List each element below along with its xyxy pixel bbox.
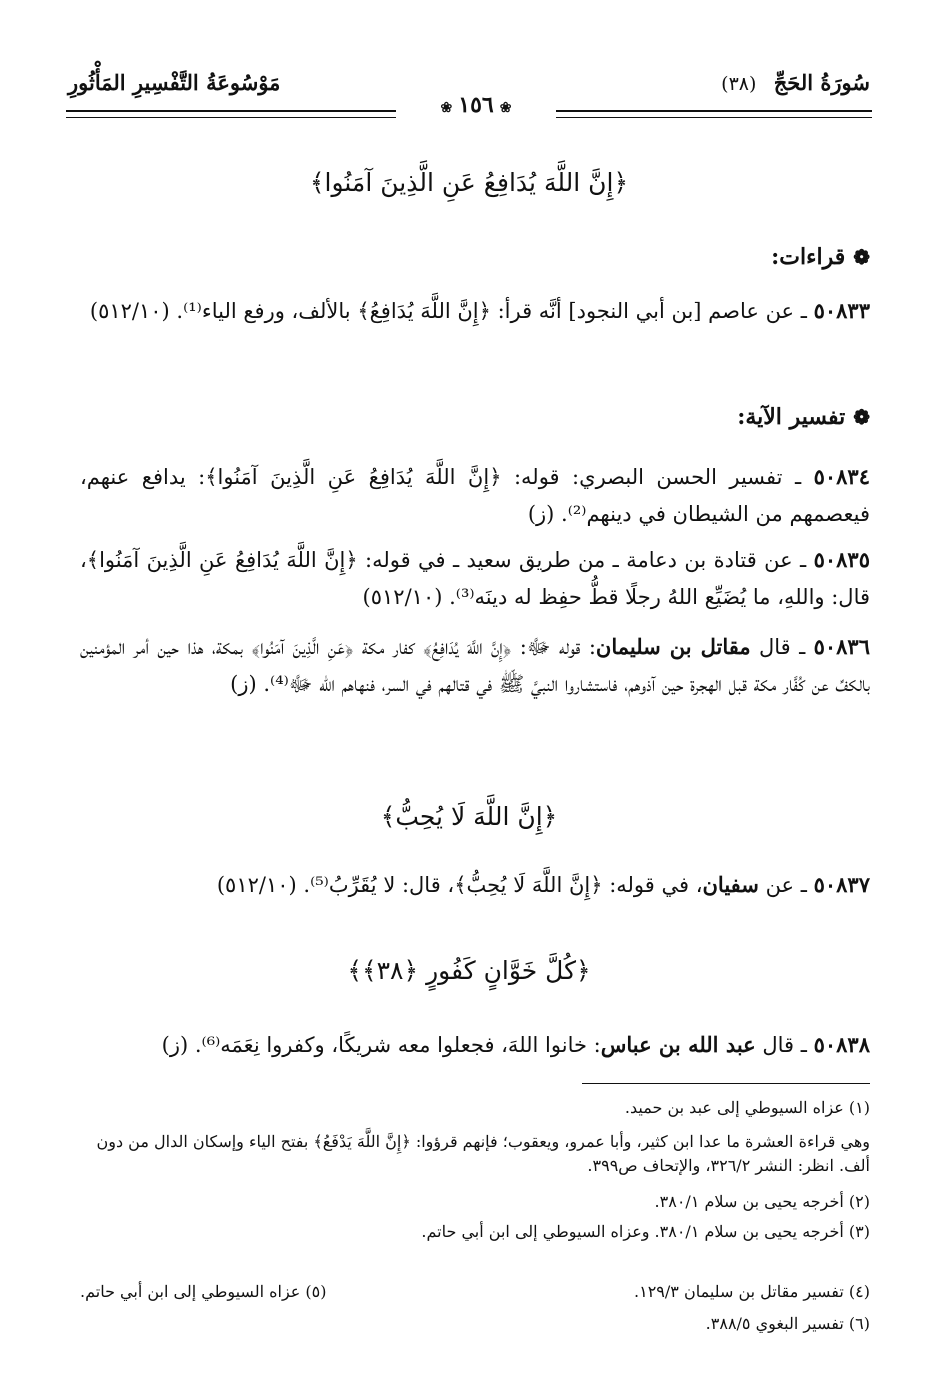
verse-heading: ﴿إِنَّ اللَّهَ لَا يُحِبُّ﴾ [380,802,558,831]
narration-prefix: ـ قال [750,635,814,659]
narrator-name: سفيان [702,872,759,897]
narration-paragraph [80,292,870,330]
book-title: مَوْسُوعَةُ التَّفْسِيرِ المَأْثُورِ [68,70,281,95]
narration-number: ٥٠٨٣٨ [813,1032,870,1057]
narration-prefix: ـ قال [755,1033,814,1057]
narration-paragraph [80,541,870,616]
narration-number: ٥٠٨٣٧ [813,872,870,897]
section-heading-label: تفسير الآية: [737,404,846,430]
page-number-box [396,92,556,118]
footnote: (٥) عزاه السيوطي إلى ابن أبي حاتم. [80,1282,327,1301]
narration-number: ٥٠٨٣٤ [813,464,870,489]
verse-heading: ﴿إِنَّ اللَّهَ يُدَافِعُ عَنِ الَّذِينَ آمَنُوا﴾ [309,168,629,197]
footnote-continuation: وهي قراءة العشرة ما عدا ابن كثير، وأبا عمرو، ويعقوب؛ فإنهم قرؤوا: ﴿إِنَّ اللَّهَ يَدْفَعُ﴾ بفتح الياء وإسكان الدال من دون ألف. انظر: النشر ٣٢٦/٢، والإتحاف ص٣٩٩. [96,1132,870,1175]
narration-paragraph [80,1026,870,1064]
footnote: (٣) أخرجه يحيى بن سلام ٣٨٠/١. وعزاه السيوطي إلى ابن أبي حاتم. [421,1222,870,1241]
narration-prefix: ـ عن [758,873,814,897]
narration-number: ٥٠٨٣٣ [813,298,870,323]
section-heading-tafsir [737,404,870,430]
narration-paragraph [80,458,870,533]
narration-text: ـ تفسير الحسن البصري: قوله: ﴿إِنَّ اللَّهَ يُدَافِعُ عَنِ الَّذِينَ آمَنُوا﴾: يدافع عنهم، فيعصمهم من الشيطان في دينهم⁽²⁾. (ز) [80,465,870,526]
narration-paragraph [80,866,870,904]
narrator-name: عبد الله بن عباس [600,1032,756,1057]
narration-number: ٥٠٨٣٦ [813,634,870,659]
narration-text: ـ عن عاصم [بن أبي النجود] أنَّه قرأ: ﴿إِنَّ اللَّهَ يُدَافِعُ﴾ بالألف، ورفع الياء⁽¹⁾. (٥١٢/١٠) [89,299,814,323]
section-heading-label: قراءات: [771,244,846,270]
footnote: (٦) تفسير البغوي ٣٨٨/٥. [705,1314,870,1333]
surah-title: سُورَةُ الحَجِّ [773,70,870,95]
running-header-surah [721,70,870,95]
ornament-icon: ❀ [499,100,512,116]
narration-paragraph [80,628,870,703]
footnote: (٤) تفسير مقاتل بن سليمان ١٢٩/٣. [634,1282,870,1301]
narration-text: ـ عن قتادة بن دعامة ـ من طريق سعيد ـ في قوله: ﴿إِنَّ اللَّهَ يُدَافِعُ عَنِ الَّذِينَ آمَنُوا﴾، قال: واللهِ، ما يُضَيِّع اللهُ رجلًا قطُّ حفِظ له دينَه⁽³⁾. (٥١٢/١٠) [80,548,870,609]
footnote: (٢) أخرجه يحيى بن سلام ٣٨٠/١. [654,1192,870,1211]
page-number: ١٥٦ [458,92,494,118]
footnote-separator [582,1083,870,1084]
verse-heading: ﴿كُلَّ خَوَّانٍ كَفُورٍ ﴿٣٨﴾﴾ [347,956,591,985]
flower-icon: ❁ [853,245,870,269]
narration-text: : خانوا اللهَ، فجعلوا معه شريكًا، وكفروا نِعَمَه⁽⁶⁾. (ز) [161,1033,601,1057]
narration-text: ، في قوله: ﴿إِنَّ اللَّهَ لَا يُحِبُّ﴾، قال: لا يُقَرِّبُ⁽⁵⁾. (٥١٢/١٠) [216,873,703,897]
section-heading-readings [771,244,870,270]
flower-icon: ❁ [853,405,870,429]
narration-text: : قوله ﷻ: ﴿إِنَّ اللَّهَ يُدَافِعُ﴾ كفار مكة ﴿عَنِ الَّذِينَ آمَنُوا﴾ بمكة، هذا حين أمر المؤمنين بالكفِّ عن كُفَّار مكة قبل الهجرة حين آذوهم، فاستشاروا النبيَّ ﷺ في قتالهم في السر، فنهاهم الله ﷻ⁽⁴⁾. (ز) [80,635,870,696]
surah-number: (٣٨) [721,73,757,95]
ornament-icon: ❀ [440,100,453,116]
narration-number: ٥٠٨٣٥ [813,547,870,572]
footnote: (١) عزاه السيوطي إلى عبد بن حميد. [624,1098,870,1117]
footnote-row [80,1282,870,1301]
narrator-name: مقاتل بن سليمان [595,634,751,659]
